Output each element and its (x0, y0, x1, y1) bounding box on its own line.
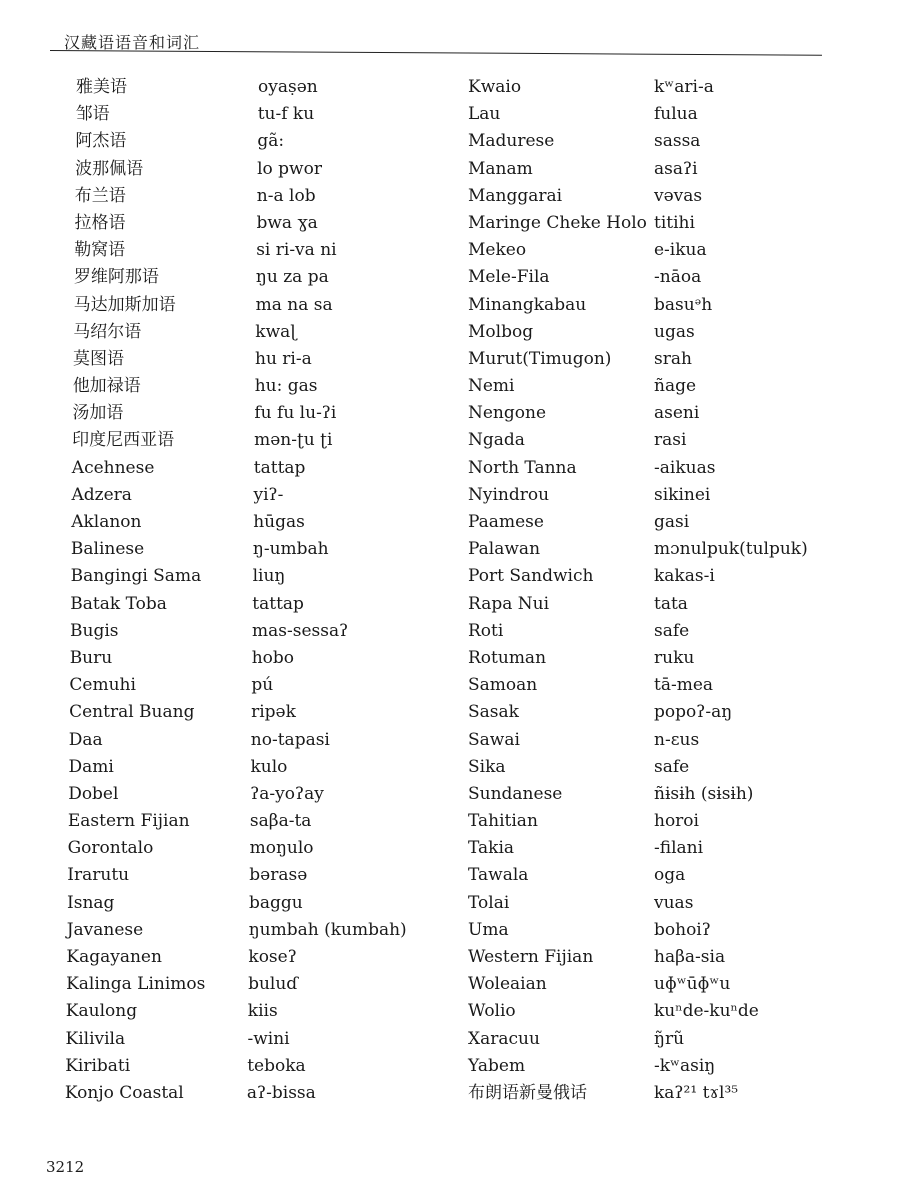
word-form: e-ikua (654, 240, 707, 261)
language-name: Javanese (66, 919, 144, 940)
word-form: oga (654, 865, 686, 886)
language-name: 罗维阿那语 (73, 267, 159, 288)
language-name: Kilivila (65, 1028, 126, 1049)
word-form: buluɗ (248, 974, 298, 995)
word-form: gasi (654, 512, 690, 532)
word-form: haβa-sia (654, 947, 726, 967)
word-form: kulo (250, 756, 288, 777)
word-form: moŋulo (249, 838, 314, 859)
language-name: 阿杰语 (75, 131, 127, 152)
word-form: hu: gas (254, 376, 318, 397)
language-name: Tawala (468, 865, 529, 886)
language-name: Uma (468, 919, 509, 940)
word-form: kuⁿde-kuⁿde (654, 1001, 759, 1022)
language-name: Tolai (468, 892, 510, 913)
word-form: sikinei (654, 484, 711, 505)
language-name: Mekeo (468, 240, 527, 261)
language-name: 布朗语新曼俄话 (468, 1082, 587, 1103)
language-name: 拉格语 (74, 212, 126, 233)
language-name: Madurese (468, 131, 555, 152)
language-name: Eastern Fijian (67, 811, 190, 832)
word-form: aseni (654, 403, 700, 424)
word-form: -filani (654, 838, 704, 859)
word-form: kʷari-a (654, 77, 714, 97)
language-name: Gorontalo (67, 838, 154, 859)
language-name: Daa (68, 729, 103, 750)
word-form: ripək (251, 702, 296, 723)
word-form: tu-f ku (257, 104, 315, 125)
language-name: Ngada (468, 430, 525, 451)
word-form: vuas (654, 892, 694, 913)
language-name: Cemuhi (69, 675, 136, 696)
word-form: no-tapasi (250, 729, 330, 750)
language-name: Mele-Fila (468, 267, 550, 288)
word-form: tā-mea (654, 675, 714, 696)
language-name: Yabem (468, 1055, 526, 1076)
word-form: kaʔ²¹ tɤl³⁵ (654, 1082, 739, 1103)
word-form: bərasə (249, 865, 308, 886)
word-form: -nāoa (654, 267, 702, 288)
language-name: 汤加语 (72, 403, 124, 424)
word-form: srah (654, 348, 692, 369)
word-form: -aikuas (654, 457, 716, 478)
language-name: Aklanon (71, 512, 142, 532)
language-name: 邹语 (75, 104, 110, 125)
word-form: kwaɭ (255, 321, 297, 342)
language-name: Irarutu (67, 865, 130, 886)
word-form: bwa ɣa (256, 212, 318, 233)
language-name: Kalinga Linimos (66, 974, 206, 995)
word-form: asaʔi (654, 158, 698, 179)
word-form: oyaṣən (258, 77, 318, 97)
word-form: n-a lob (256, 185, 316, 206)
word-form: -wini (247, 1028, 290, 1049)
word-form: ŋu za pa (255, 267, 329, 288)
word-form: ugas (654, 321, 695, 342)
language-name: Molbog (468, 321, 534, 342)
word-form: ñɨsɨh (sɨsɨh) (654, 783, 754, 804)
word-form: hobo (251, 647, 294, 668)
language-name: Nemi (468, 376, 515, 397)
language-name: Kagayanen (66, 947, 162, 967)
language-name: 马达加斯加语 (73, 294, 176, 315)
word-form: horoi (654, 811, 699, 832)
language-name: Manggarai (468, 185, 563, 206)
language-name: Balinese (70, 539, 145, 560)
language-name: Rapa Nui (468, 593, 550, 614)
word-form: mas-sessaʔ (252, 620, 349, 641)
language-name: Nengone (468, 403, 547, 424)
language-name: Bangingi Sama (70, 566, 202, 587)
language-name: Dami (68, 756, 114, 777)
word-form: baggu (249, 892, 303, 913)
word-form: mən-ʈu ʈi (254, 430, 333, 451)
word-form: ŋ-umbah (252, 539, 329, 560)
language-name: Konjo Coastal (64, 1082, 184, 1103)
language-name: Buru (69, 647, 113, 668)
language-name: Xaracuu (468, 1028, 540, 1049)
language-name: Sika (468, 756, 506, 777)
word-form: ŋumbah (kumbah) (248, 919, 407, 940)
language-name: Palawan (468, 539, 541, 560)
word-form: vəvas (654, 185, 703, 206)
language-name: Sasak (468, 702, 519, 723)
word-form: si ri-va ni (256, 240, 337, 261)
word-form: basuᵊh (654, 294, 713, 315)
language-name: 布兰语 (74, 185, 126, 206)
word-form: rasi (654, 430, 687, 451)
word-form: tattap (253, 457, 306, 478)
word-form: liuŋ (252, 566, 286, 587)
language-name: 他加禄语 (72, 376, 141, 397)
language-name: Wolio (468, 1001, 516, 1022)
word-form: tata (654, 593, 688, 614)
word-form: uɸʷūɸʷu (654, 974, 731, 995)
word-form: yiʔ- (253, 484, 284, 505)
word-form: saβa-ta (249, 811, 312, 832)
language-name: Lau (468, 104, 501, 125)
language-name: Nyindrou (468, 484, 550, 505)
language-name: Kwaio (468, 77, 522, 97)
word-form: sassa (654, 131, 701, 152)
language-name: Kiribati (65, 1055, 131, 1076)
word-form: -kʷasiŋ (654, 1055, 716, 1076)
language-name: Central Buang (69, 702, 195, 723)
language-name: Maringe Cheke Holo (468, 212, 647, 233)
word-form: n-ɛus (654, 729, 700, 750)
language-name: Acehnese (71, 457, 155, 478)
language-name: Kaulong (65, 1001, 138, 1022)
word-form: teboka (247, 1055, 306, 1076)
word-form: ʔa-yoʔay (250, 783, 324, 804)
word-form: tattap (252, 593, 304, 614)
language-name: Bugis (70, 620, 119, 641)
language-name: 勒窝语 (74, 240, 126, 261)
word-form: fulua (654, 104, 698, 125)
word-form: pú (251, 675, 274, 696)
word-form: mɔnulpuk(tulpuk) (654, 539, 808, 560)
language-name: Rotuman (468, 647, 547, 668)
word-form: hūgas (253, 512, 305, 532)
language-name: Dobel (68, 783, 119, 804)
word-form: ñage (654, 376, 697, 397)
word-form: lo pwor (257, 158, 322, 179)
word-form: bohoiʔ (654, 919, 711, 940)
language-name: Woleaian (468, 974, 547, 995)
language-name: North Tanna (468, 457, 577, 478)
word-form: ruku (654, 647, 695, 668)
word-form: gã: (257, 131, 285, 152)
language-name: 雅美语 (76, 77, 127, 97)
language-name: Batak Toba (70, 593, 167, 614)
language-name: Sawai (468, 729, 520, 750)
word-form: safe (654, 620, 690, 641)
page-number: 3212 (46, 1158, 85, 1176)
word-form: fu fu lu-ʔi (254, 403, 337, 424)
language-name: Takia (468, 838, 515, 859)
language-name: Manam (468, 158, 533, 179)
language-name: Adzera (71, 484, 132, 505)
word-form: hu ri-a (255, 348, 312, 369)
language-name: Murut(Timugon) (468, 348, 612, 369)
word-form: ŋ̃rũ (654, 1028, 685, 1049)
word-form: kiis (247, 1001, 278, 1022)
language-name: Port Sandwich (468, 566, 594, 587)
language-name: Sundanese (468, 783, 563, 804)
language-name: Isnag (67, 892, 115, 913)
language-name: 莫图语 (73, 348, 124, 369)
word-form: aʔ-bissa (246, 1082, 316, 1103)
language-name: Tahitian (468, 811, 538, 832)
running-head: 汉藏语语音和词汇 (64, 33, 201, 52)
language-name: Minangkabau (468, 294, 587, 315)
language-name: Roti (468, 620, 504, 641)
language-name: 波那佩语 (75, 158, 144, 179)
word-form: ma na sa (255, 294, 333, 315)
language-name: Samoan (468, 675, 538, 696)
word-form: safe (654, 756, 690, 777)
word-form: kakas-i (654, 566, 715, 587)
word-form: titihi (654, 212, 695, 233)
language-name: Paamese (468, 512, 544, 532)
word-form: popoʔ-aŋ (654, 702, 733, 723)
language-name: Western Fijian (468, 947, 594, 967)
language-name: 印度尼西亚语 (72, 430, 175, 451)
word-form: koseʔ (248, 947, 297, 967)
language-name: 马绍尔语 (73, 321, 142, 342)
